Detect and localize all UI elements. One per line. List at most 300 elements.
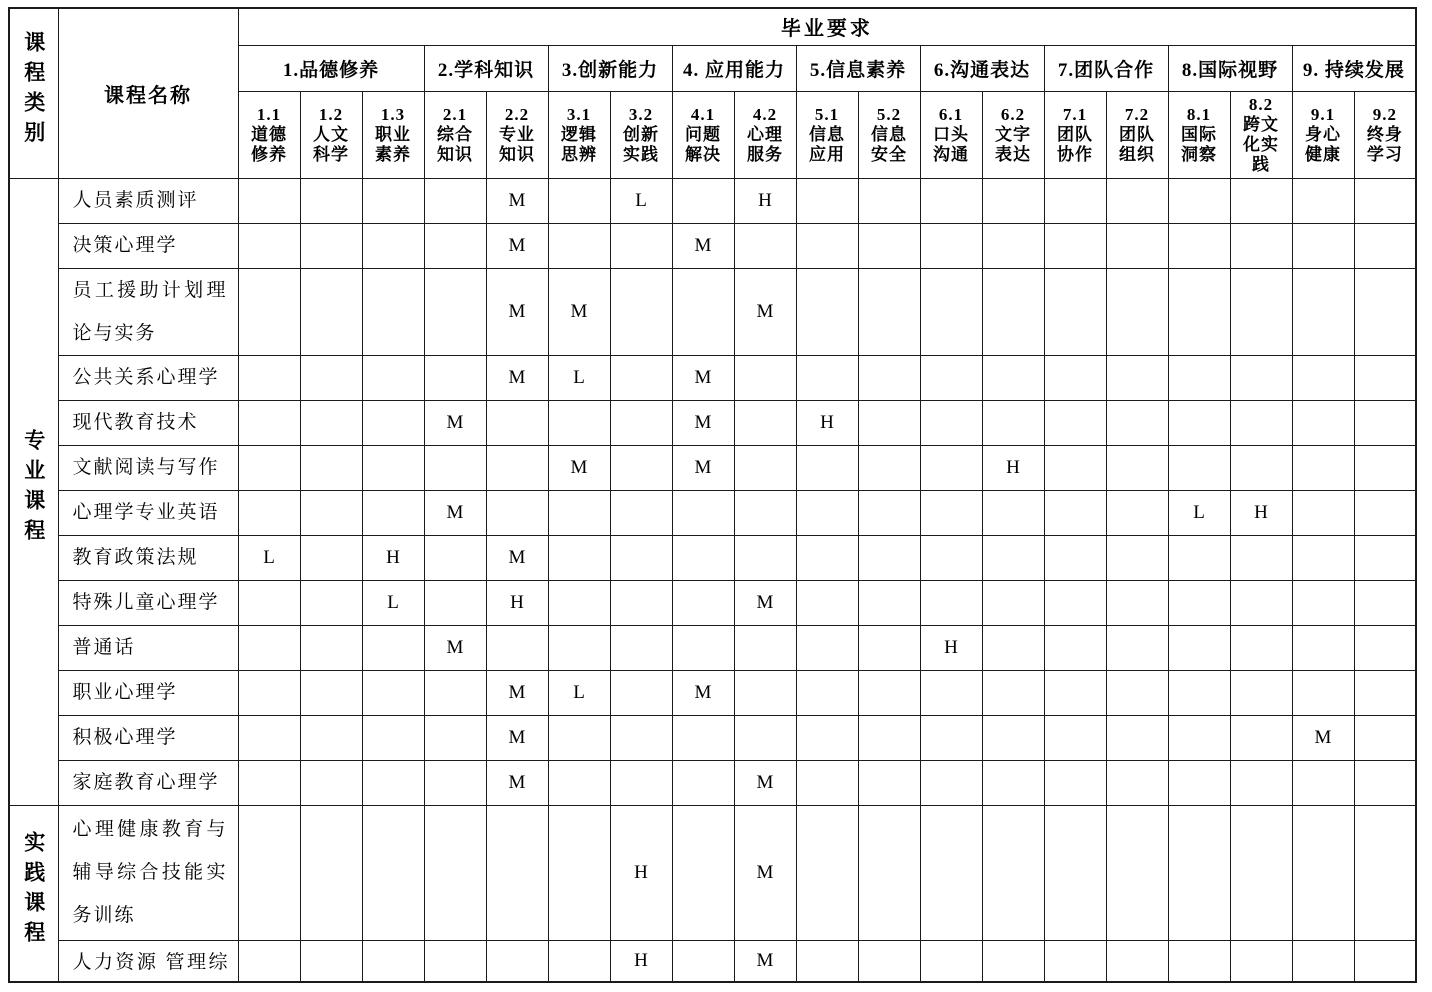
mark-cell bbox=[1044, 760, 1106, 805]
mark-cell bbox=[1106, 715, 1168, 760]
mark-cell bbox=[858, 580, 920, 625]
mark-cell bbox=[424, 805, 486, 940]
mark-cell bbox=[734, 400, 796, 445]
mark-cell bbox=[362, 715, 424, 760]
mark-cell: H bbox=[734, 178, 796, 223]
course-name-cell: 员工援助计划理论与实务 bbox=[58, 268, 238, 355]
req-sub-label: 文字表达 bbox=[995, 124, 1031, 164]
mark-cell bbox=[610, 625, 672, 670]
course-row bbox=[9, 940, 1416, 982]
mark-cell bbox=[982, 580, 1044, 625]
category-label: 实践课程 bbox=[21, 830, 46, 951]
curriculum-matrix-table bbox=[8, 7, 1417, 983]
mark-cell bbox=[238, 760, 300, 805]
mark-cell bbox=[1168, 400, 1230, 445]
mark-cell bbox=[920, 355, 982, 400]
mark-cell bbox=[796, 223, 858, 268]
mark-cell bbox=[1230, 670, 1292, 715]
mark-cell bbox=[1292, 178, 1354, 223]
mark-cell bbox=[1106, 580, 1168, 625]
req-sub-label: 团队协作 bbox=[1057, 124, 1093, 164]
mark-cell bbox=[920, 400, 982, 445]
mark-cell bbox=[1292, 445, 1354, 490]
course-name-cell: 决策心理学 bbox=[58, 223, 238, 268]
req-group-3: 3.创新能力 bbox=[548, 45, 672, 91]
mark-cell bbox=[1230, 760, 1292, 805]
course-name-cell: 家庭教育心理学 bbox=[58, 760, 238, 805]
mark-cell bbox=[1044, 580, 1106, 625]
mark-cell bbox=[796, 445, 858, 490]
mark-cell bbox=[858, 940, 920, 982]
mark-cell bbox=[1230, 625, 1292, 670]
req-sub-label: 信息安全 bbox=[871, 124, 907, 164]
req-sub-9-1 bbox=[1292, 91, 1354, 178]
req-sub-5-2 bbox=[858, 91, 920, 178]
mark-cell bbox=[1354, 940, 1416, 982]
req-sub-label: 逻辑思辨 bbox=[561, 124, 597, 164]
mark-cell: L bbox=[548, 670, 610, 715]
mark-cell bbox=[548, 625, 610, 670]
mark-cell bbox=[1168, 580, 1230, 625]
mark-cell bbox=[1292, 535, 1354, 580]
mark-cell bbox=[1044, 670, 1106, 715]
mark-cell bbox=[1292, 760, 1354, 805]
mark-cell: M bbox=[734, 268, 796, 355]
mark-cell bbox=[300, 268, 362, 355]
mark-cell bbox=[734, 670, 796, 715]
mark-cell bbox=[1106, 670, 1168, 715]
mark-cell bbox=[1044, 940, 1106, 982]
mark-cell bbox=[1168, 940, 1230, 982]
mark-cell: M bbox=[672, 400, 734, 445]
mark-cell bbox=[858, 445, 920, 490]
mark-cell bbox=[1168, 355, 1230, 400]
mark-cell bbox=[300, 940, 362, 982]
mark-cell bbox=[610, 355, 672, 400]
course-name-cell: 现代教育技术 bbox=[58, 400, 238, 445]
mark-cell bbox=[238, 355, 300, 400]
mark-cell bbox=[548, 940, 610, 982]
mark-cell bbox=[796, 178, 858, 223]
mark-cell: L bbox=[362, 580, 424, 625]
req-sub-6-2 bbox=[982, 91, 1044, 178]
mark-cell bbox=[672, 760, 734, 805]
header-row-title bbox=[9, 8, 1416, 45]
mark-cell bbox=[1106, 940, 1168, 982]
mark-cell: M bbox=[734, 760, 796, 805]
mark-cell bbox=[424, 535, 486, 580]
mark-cell: L bbox=[1168, 490, 1230, 535]
mark-cell: M bbox=[486, 223, 548, 268]
mark-cell bbox=[1354, 535, 1416, 580]
mark-cell bbox=[920, 805, 982, 940]
mark-cell bbox=[672, 490, 734, 535]
mark-cell bbox=[1168, 625, 1230, 670]
req-sub-4-1 bbox=[672, 91, 734, 178]
req-sub-1-3 bbox=[362, 91, 424, 178]
mark-cell bbox=[362, 670, 424, 715]
course-row bbox=[9, 355, 1416, 400]
mark-cell bbox=[300, 445, 362, 490]
mark-cell bbox=[796, 625, 858, 670]
mark-cell bbox=[982, 625, 1044, 670]
course-row bbox=[9, 715, 1416, 760]
mark-cell: M bbox=[734, 940, 796, 982]
mark-cell: H bbox=[362, 535, 424, 580]
mark-cell bbox=[982, 490, 1044, 535]
mark-cell bbox=[362, 223, 424, 268]
mark-cell bbox=[300, 490, 362, 535]
mark-cell bbox=[858, 178, 920, 223]
course-row bbox=[9, 625, 1416, 670]
mark-cell bbox=[300, 715, 362, 760]
mark-cell bbox=[1354, 760, 1416, 805]
req-sub-8-2 bbox=[1230, 91, 1292, 178]
req-group-7: 7.团队合作 bbox=[1044, 45, 1168, 91]
category-cell-2 bbox=[9, 805, 58, 982]
req-group-8: 8.国际视野 bbox=[1168, 45, 1292, 91]
mark-cell bbox=[1354, 625, 1416, 670]
mark-cell bbox=[796, 940, 858, 982]
mark-cell bbox=[1292, 400, 1354, 445]
mark-cell bbox=[734, 625, 796, 670]
course-row bbox=[9, 535, 1416, 580]
course-row bbox=[9, 178, 1416, 223]
mark-cell: M bbox=[486, 760, 548, 805]
req-sub-4-2 bbox=[734, 91, 796, 178]
mark-cell bbox=[300, 400, 362, 445]
mark-cell bbox=[548, 805, 610, 940]
mark-cell bbox=[486, 805, 548, 940]
mark-cell bbox=[1106, 445, 1168, 490]
mark-cell bbox=[920, 715, 982, 760]
mark-cell bbox=[920, 940, 982, 982]
graduation-requirements-header: 毕业要求 bbox=[238, 8, 1416, 45]
mark-cell bbox=[858, 490, 920, 535]
req-sub-label: 国际洞察 bbox=[1181, 124, 1217, 164]
mark-cell bbox=[424, 223, 486, 268]
mark-cell bbox=[486, 940, 548, 982]
mark-cell bbox=[858, 268, 920, 355]
req-sub-label: 身心健康 bbox=[1305, 124, 1341, 164]
mark-cell bbox=[796, 580, 858, 625]
mark-cell bbox=[672, 715, 734, 760]
mark-cell bbox=[858, 223, 920, 268]
course-row bbox=[9, 580, 1416, 625]
mark-cell bbox=[362, 400, 424, 445]
mark-cell bbox=[362, 625, 424, 670]
mark-cell bbox=[672, 940, 734, 982]
mark-cell bbox=[1292, 268, 1354, 355]
course-row bbox=[9, 400, 1416, 445]
req-sub-label: 人文科学 bbox=[313, 124, 349, 164]
mark-cell bbox=[796, 268, 858, 355]
mark-cell bbox=[858, 625, 920, 670]
req-group-4: 4. 应用能力 bbox=[672, 45, 796, 91]
mark-cell bbox=[300, 760, 362, 805]
mark-cell bbox=[982, 355, 1044, 400]
req-sub-label: 心理服务 bbox=[747, 124, 783, 164]
mark-cell: M bbox=[672, 223, 734, 268]
mark-cell bbox=[1168, 268, 1230, 355]
mark-cell bbox=[1292, 670, 1354, 715]
mark-cell bbox=[610, 223, 672, 268]
mark-cell: M bbox=[486, 670, 548, 715]
mark-cell bbox=[920, 535, 982, 580]
mark-cell bbox=[1292, 223, 1354, 268]
mark-cell bbox=[1230, 178, 1292, 223]
req-sub-7-2 bbox=[1106, 91, 1168, 178]
mark-cell bbox=[1044, 400, 1106, 445]
course-name-cell: 心理学专业英语 bbox=[58, 490, 238, 535]
mark-cell bbox=[982, 670, 1044, 715]
mark-cell bbox=[734, 535, 796, 580]
mark-cell bbox=[1044, 490, 1106, 535]
mark-cell: M bbox=[548, 268, 610, 355]
mark-cell bbox=[796, 490, 858, 535]
mark-cell bbox=[1354, 670, 1416, 715]
mark-cell bbox=[1354, 490, 1416, 535]
req-sub-label: 创新实践 bbox=[623, 124, 659, 164]
mark-cell bbox=[1292, 490, 1354, 535]
mark-cell bbox=[548, 580, 610, 625]
mark-cell bbox=[486, 400, 548, 445]
mark-cell bbox=[238, 490, 300, 535]
mark-cell bbox=[486, 490, 548, 535]
course-name-cell: 人员素质测评 bbox=[58, 178, 238, 223]
req-sub-id: 3.2 bbox=[628, 104, 654, 124]
mark-cell bbox=[1168, 445, 1230, 490]
mark-cell bbox=[548, 535, 610, 580]
matrix-header bbox=[9, 8, 1416, 178]
mark-cell bbox=[424, 715, 486, 760]
req-sub-label: 信息应用 bbox=[809, 124, 845, 164]
mark-cell bbox=[548, 400, 610, 445]
mark-cell bbox=[920, 178, 982, 223]
mark-cell bbox=[1230, 580, 1292, 625]
req-sub-7-1 bbox=[1044, 91, 1106, 178]
mark-cell: L bbox=[610, 178, 672, 223]
mark-cell bbox=[672, 805, 734, 940]
mark-cell bbox=[424, 178, 486, 223]
mark-cell bbox=[796, 535, 858, 580]
req-sub-2-2 bbox=[486, 91, 548, 178]
mark-cell bbox=[858, 715, 920, 760]
mark-cell bbox=[548, 223, 610, 268]
mark-cell bbox=[424, 445, 486, 490]
mark-cell bbox=[300, 535, 362, 580]
mark-cell bbox=[1230, 268, 1292, 355]
req-sub-id: 2.2 bbox=[504, 104, 530, 124]
mark-cell bbox=[672, 178, 734, 223]
mark-cell bbox=[362, 178, 424, 223]
mark-cell bbox=[548, 178, 610, 223]
mark-cell bbox=[1106, 490, 1168, 535]
mark-cell bbox=[796, 760, 858, 805]
mark-cell bbox=[982, 715, 1044, 760]
mark-cell bbox=[1292, 805, 1354, 940]
mark-cell bbox=[920, 490, 982, 535]
course-row bbox=[9, 490, 1416, 535]
mark-cell bbox=[982, 940, 1044, 982]
mark-cell bbox=[796, 715, 858, 760]
course-name-cell: 心理健康教育与辅导综合技能实务训练 bbox=[58, 805, 238, 940]
req-sub-label: 专业知识 bbox=[499, 124, 535, 164]
mark-cell bbox=[734, 490, 796, 535]
mark-cell bbox=[920, 670, 982, 715]
mark-cell bbox=[1106, 268, 1168, 355]
category-cell-1 bbox=[9, 178, 58, 805]
mark-cell bbox=[300, 805, 362, 940]
course-name-cell: 特殊儿童心理学 bbox=[58, 580, 238, 625]
mark-cell: L bbox=[238, 535, 300, 580]
mark-cell bbox=[1292, 355, 1354, 400]
course-row bbox=[9, 805, 1416, 940]
mark-cell bbox=[982, 268, 1044, 355]
req-group-1: 1.品德修养 bbox=[238, 45, 424, 91]
mark-cell bbox=[672, 268, 734, 355]
mark-cell bbox=[1168, 670, 1230, 715]
req-sub-6-1 bbox=[920, 91, 982, 178]
req-sub-3-1 bbox=[548, 91, 610, 178]
mark-cell bbox=[982, 400, 1044, 445]
mark-cell bbox=[610, 445, 672, 490]
mark-cell bbox=[672, 625, 734, 670]
mark-cell: M bbox=[486, 178, 548, 223]
category-label: 专业课程 bbox=[21, 429, 46, 549]
req-sub-id: 3.1 bbox=[566, 104, 592, 124]
course-name-cell: 人力资源 管理综 bbox=[58, 940, 238, 982]
mark-cell bbox=[238, 445, 300, 490]
mark-cell: H bbox=[1230, 490, 1292, 535]
req-group-5: 5.信息素养 bbox=[796, 45, 920, 91]
mark-cell bbox=[920, 268, 982, 355]
mark-cell bbox=[362, 805, 424, 940]
req-sub-9-2 bbox=[1354, 91, 1416, 178]
mark-cell bbox=[362, 760, 424, 805]
course-row bbox=[9, 445, 1416, 490]
req-sub-id: 8.2 bbox=[1248, 94, 1274, 114]
req-sub-id: 8.1 bbox=[1186, 104, 1212, 124]
mark-cell bbox=[982, 223, 1044, 268]
mark-cell bbox=[300, 178, 362, 223]
mark-cell bbox=[734, 355, 796, 400]
mark-cell bbox=[1354, 805, 1416, 940]
mark-cell bbox=[238, 670, 300, 715]
mark-cell: M bbox=[672, 670, 734, 715]
mark-cell bbox=[1354, 400, 1416, 445]
req-sub-label: 口头沟通 bbox=[933, 124, 969, 164]
mark-cell bbox=[982, 535, 1044, 580]
mark-cell bbox=[1354, 580, 1416, 625]
mark-cell bbox=[858, 535, 920, 580]
mark-cell bbox=[238, 625, 300, 670]
mark-cell bbox=[672, 580, 734, 625]
mark-cell bbox=[1230, 445, 1292, 490]
mark-cell bbox=[858, 355, 920, 400]
course-name-cell: 职业心理学 bbox=[58, 670, 238, 715]
mark-cell bbox=[238, 400, 300, 445]
mark-cell bbox=[858, 670, 920, 715]
mark-cell bbox=[424, 940, 486, 982]
course-row bbox=[9, 268, 1416, 355]
mark-cell bbox=[1044, 355, 1106, 400]
mark-cell: M bbox=[424, 625, 486, 670]
req-sub-id: 1.2 bbox=[318, 104, 344, 124]
mark-cell bbox=[734, 445, 796, 490]
mark-cell: M bbox=[734, 805, 796, 940]
mark-cell bbox=[1292, 580, 1354, 625]
mark-cell: M bbox=[672, 355, 734, 400]
mark-cell bbox=[424, 670, 486, 715]
req-sub-label: 团队组织 bbox=[1119, 124, 1155, 164]
req-sub-id: 9.1 bbox=[1310, 104, 1336, 124]
course-row bbox=[9, 760, 1416, 805]
mark-cell bbox=[1230, 223, 1292, 268]
mark-cell: M bbox=[424, 490, 486, 535]
mark-cell bbox=[238, 940, 300, 982]
mark-cell bbox=[1292, 625, 1354, 670]
mark-cell bbox=[1354, 355, 1416, 400]
mark-cell bbox=[1230, 355, 1292, 400]
mark-cell bbox=[734, 223, 796, 268]
mark-cell bbox=[362, 268, 424, 355]
mark-cell bbox=[1044, 805, 1106, 940]
mark-cell bbox=[610, 400, 672, 445]
req-sub-id: 6.2 bbox=[1000, 104, 1026, 124]
mark-cell: M bbox=[734, 580, 796, 625]
mark-cell bbox=[858, 760, 920, 805]
mark-cell: M bbox=[486, 715, 548, 760]
req-sub-3-2 bbox=[610, 91, 672, 178]
mark-cell bbox=[1168, 760, 1230, 805]
mark-cell bbox=[238, 805, 300, 940]
mark-cell bbox=[1106, 625, 1168, 670]
req-sub-label: 跨文化实践 bbox=[1243, 114, 1279, 174]
req-sub-id: 4.2 bbox=[752, 104, 778, 124]
mark-cell bbox=[1168, 223, 1230, 268]
mark-cell: H bbox=[610, 940, 672, 982]
mark-cell bbox=[1168, 715, 1230, 760]
mark-cell bbox=[920, 445, 982, 490]
mark-cell: H bbox=[920, 625, 982, 670]
mark-cell: L bbox=[548, 355, 610, 400]
mark-cell bbox=[982, 805, 1044, 940]
req-sub-id: 5.1 bbox=[814, 104, 840, 124]
req-sub-id: 7.1 bbox=[1062, 104, 1088, 124]
mark-cell: H bbox=[796, 400, 858, 445]
mark-cell bbox=[300, 625, 362, 670]
mark-cell: M bbox=[1292, 715, 1354, 760]
mark-cell bbox=[1230, 535, 1292, 580]
course-name-cell: 公共关系心理学 bbox=[58, 355, 238, 400]
mark-cell bbox=[982, 760, 1044, 805]
req-sub-2-1 bbox=[424, 91, 486, 178]
mark-cell bbox=[362, 490, 424, 535]
mark-cell bbox=[796, 805, 858, 940]
course-name-cell: 普通话 bbox=[58, 625, 238, 670]
mark-cell bbox=[424, 580, 486, 625]
mark-cell bbox=[1230, 805, 1292, 940]
mark-cell bbox=[548, 760, 610, 805]
mark-cell bbox=[920, 760, 982, 805]
mark-cell bbox=[300, 670, 362, 715]
mark-cell: H bbox=[486, 580, 548, 625]
req-sub-1-2 bbox=[300, 91, 362, 178]
req-sub-id: 7.2 bbox=[1124, 104, 1150, 124]
corner-category-header bbox=[9, 8, 58, 178]
corner-category-label: 课程类别 bbox=[21, 30, 46, 151]
